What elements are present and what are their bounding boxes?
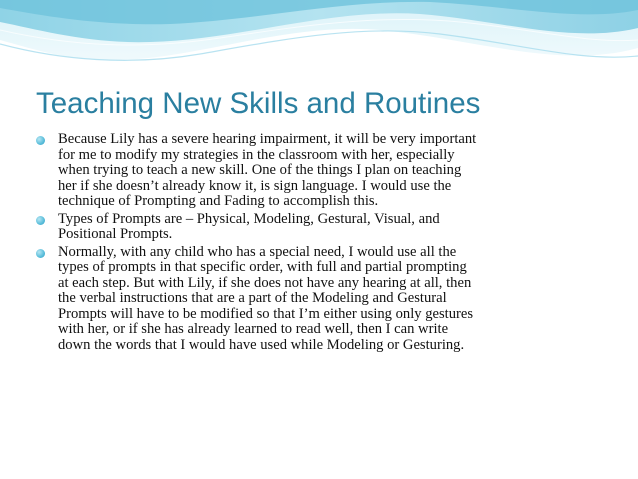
bullet-dot-icon — [36, 249, 45, 258]
bullet-text — [58, 212, 606, 243]
bullet-list — [34, 132, 606, 355]
text-line: Because Lily has a severe hearing impairment, it will be very important — [58, 131, 477, 147]
bullet-text — [58, 132, 606, 210]
text-line: types of prompts in that specific order, with full and partial prompting — [58, 259, 467, 275]
bullet-item — [34, 212, 606, 243]
bullet-text — [58, 245, 606, 354]
text-line: Positional Prompts. — [58, 226, 173, 242]
bullet-dot-icon — [36, 136, 45, 145]
text-line: down the words that I would have used while Modeling or Gesturing. — [58, 336, 465, 353]
bullet-item — [34, 132, 606, 210]
text-line: Types of Prompts are – Physical, Modeling, Gestural, Visual, and — [58, 210, 440, 227]
text-line: for me to modify my strategies in the classroom with her, especially — [58, 146, 455, 163]
wave-header-decoration — [0, 0, 638, 80]
text-line: her if she doesn’t already know it, is sign language. I would use the — [58, 177, 452, 194]
text-line: the verbal instructions that are a part of the Modeling and Gestural — [58, 290, 447, 306]
text-line: when trying to teach a new skill. One of the things I plan on teaching — [58, 162, 462, 178]
text-line: Prompts will have to be modified so that I’m either using only gestures — [58, 305, 474, 322]
bullet-item — [34, 245, 606, 354]
text-line: technique of Prompting and Fading to accomplish this. — [58, 193, 379, 209]
text-line: with her, or if she has already learned to read well, then I can write — [58, 321, 449, 337]
bullet-dot-icon — [36, 216, 45, 225]
slide-title: Teaching New Skills and Routines — [36, 87, 481, 120]
text-line: Normally, with any child who has a special need, I would use all the — [58, 243, 457, 260]
text-line: at each step. But with Lily, if she does not have any hearing at all, then — [58, 274, 472, 291]
